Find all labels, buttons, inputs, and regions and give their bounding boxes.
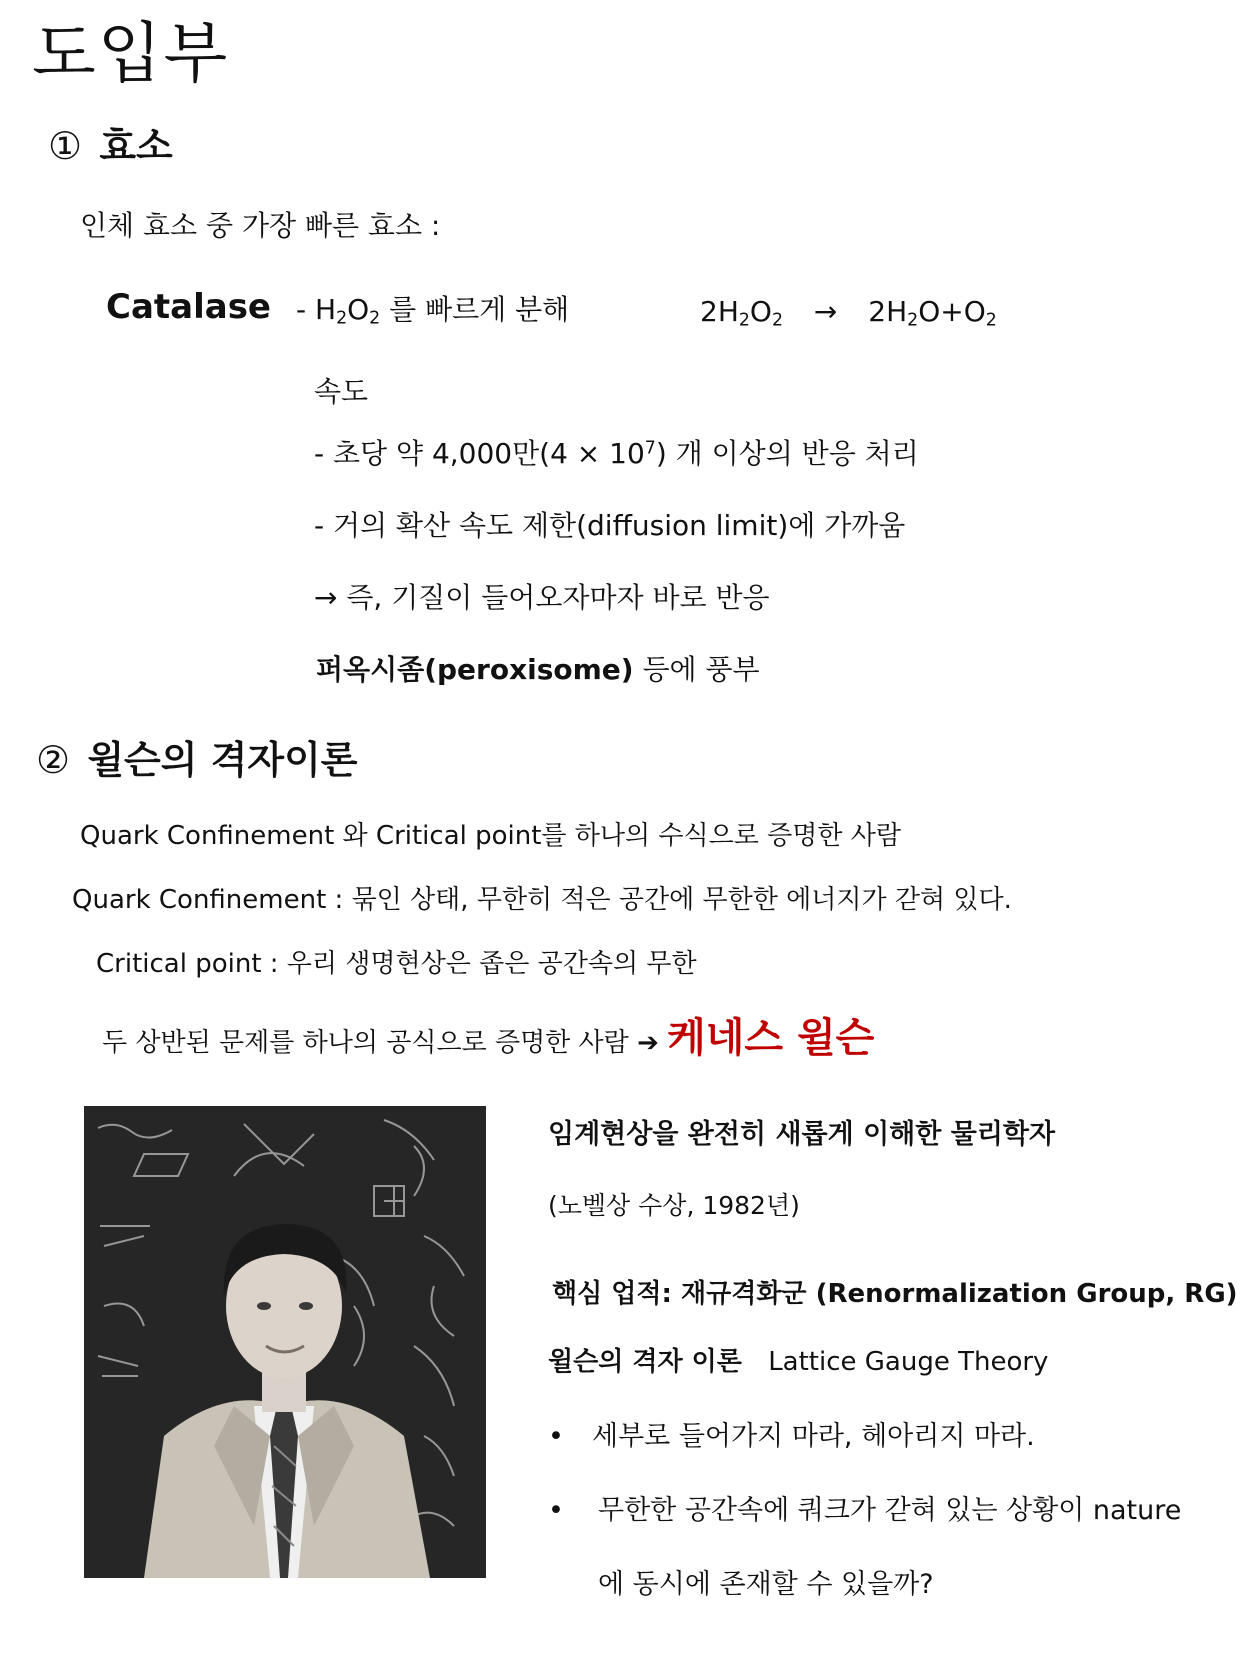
desc-h: H xyxy=(315,293,337,326)
desc-rest: 를 빠르게 분해 xyxy=(380,293,570,326)
eq-lhs-sub2: 2 xyxy=(771,310,784,331)
wilson-line-1: Quark Confinement 와 Critical point를 하나의 수식으로 증명한 사람 xyxy=(80,821,901,851)
enzyme-description xyxy=(296,290,569,330)
bio-achievement: 핵심 업적: 재규격화군 (Renormalization Group, RG) xyxy=(552,1279,1238,1309)
eq-arrow: → xyxy=(813,295,838,328)
speed-item-1 xyxy=(314,434,919,474)
line4-pre: 두 상반된 문제를 하나의 공식으로 증명한 사람 xyxy=(102,1028,638,1058)
speed-item-1-exp: 7 xyxy=(644,438,656,459)
speed-label: 속도 xyxy=(314,375,369,408)
section1-title: 효소 xyxy=(99,124,173,168)
desc-sub1: 2 xyxy=(336,308,348,329)
wilson-line-3: Critical point : 우리 생명현상은 좁은 공간속의 무한 xyxy=(96,949,697,979)
reaction-equation xyxy=(700,292,997,332)
bio-title: 임계현상을 완전히 새롭게 이해한 물리학자 xyxy=(548,1119,1056,1150)
enzyme-location xyxy=(316,650,760,690)
location-rest: 등에 풍부 xyxy=(633,653,760,686)
location-bold: 퍼옥시좀(peroxisome) xyxy=(316,653,634,686)
speed-item-1-pre: - 초당 약 4,000만(4 × 10 xyxy=(314,437,645,470)
section2-number: ② xyxy=(36,738,71,782)
speed-item-3: → 즉, 기질이 들어오자마자 바로 반응 xyxy=(314,581,770,614)
bio-theory-en: Lattice Gauge Theory xyxy=(768,1347,1049,1377)
bullet-symbol-1: • xyxy=(548,1421,564,1452)
bullet-symbol-2: • xyxy=(548,1495,564,1526)
bullet-item-2-continued: 에 동시에 존재할 수 있을까? xyxy=(598,1569,934,1600)
section1-heading xyxy=(48,122,173,170)
enzyme-intro: 인체 효소 중 가장 빠른 효소 : xyxy=(80,209,441,242)
desc-sub2: 2 xyxy=(369,308,381,329)
eq-rhs-a: 2H xyxy=(868,295,908,328)
kenneth-wilson-name: 케네스 윌슨 xyxy=(667,1015,875,1061)
line4-arrow: ➔ xyxy=(637,1028,659,1058)
eq-lhs-o: O xyxy=(749,295,772,328)
desc-dash: - xyxy=(296,293,307,326)
page-title: 도입부 xyxy=(32,15,230,92)
bio-theory xyxy=(548,1344,1048,1380)
bullet-text-1: 세부로 들어가지 마라, 헤아리지 마라. xyxy=(592,1421,1035,1452)
eq-lhs-coef: 2H xyxy=(700,295,739,328)
bullet-item-2 xyxy=(548,1492,1181,1530)
speed-item-2: - 거의 확산 속도 제한(diffusion limit)에 가까움 xyxy=(314,509,906,542)
eq-lhs-sub1: 2 xyxy=(738,310,750,331)
section2-heading xyxy=(36,736,358,784)
eq-rhs-sub2: 2 xyxy=(985,310,997,331)
kenneth-wilson-photo xyxy=(84,1106,486,1578)
bullet-text-2: 무한한 공간속에 쿼크가 갇혀 있는 상황이 nature xyxy=(598,1495,1182,1526)
speed-item-1-post: ) 개 이상의 반응 처리 xyxy=(655,437,919,470)
section2-title: 윌슨의 격자이론 xyxy=(87,738,358,782)
eq-rhs-b: O+O xyxy=(918,295,986,328)
enzyme-name: Catalase xyxy=(106,287,271,327)
wilson-line-4 xyxy=(102,1015,875,1061)
bullet-item-1 xyxy=(548,1418,1035,1456)
eq-rhs-sub1: 2 xyxy=(907,310,919,331)
bio-award: (노벨상 수상, 1982년) xyxy=(548,1191,800,1220)
desc-o: O xyxy=(347,293,370,326)
section1-number: ① xyxy=(48,124,83,168)
wilson-line-2: Quark Confinement : 묶인 상태, 무한히 적은 공간에 무한한 에너지가 갇혀 있다. xyxy=(72,885,1012,915)
bio-theory-bold: 윌슨의 격자 이론 xyxy=(548,1347,742,1377)
